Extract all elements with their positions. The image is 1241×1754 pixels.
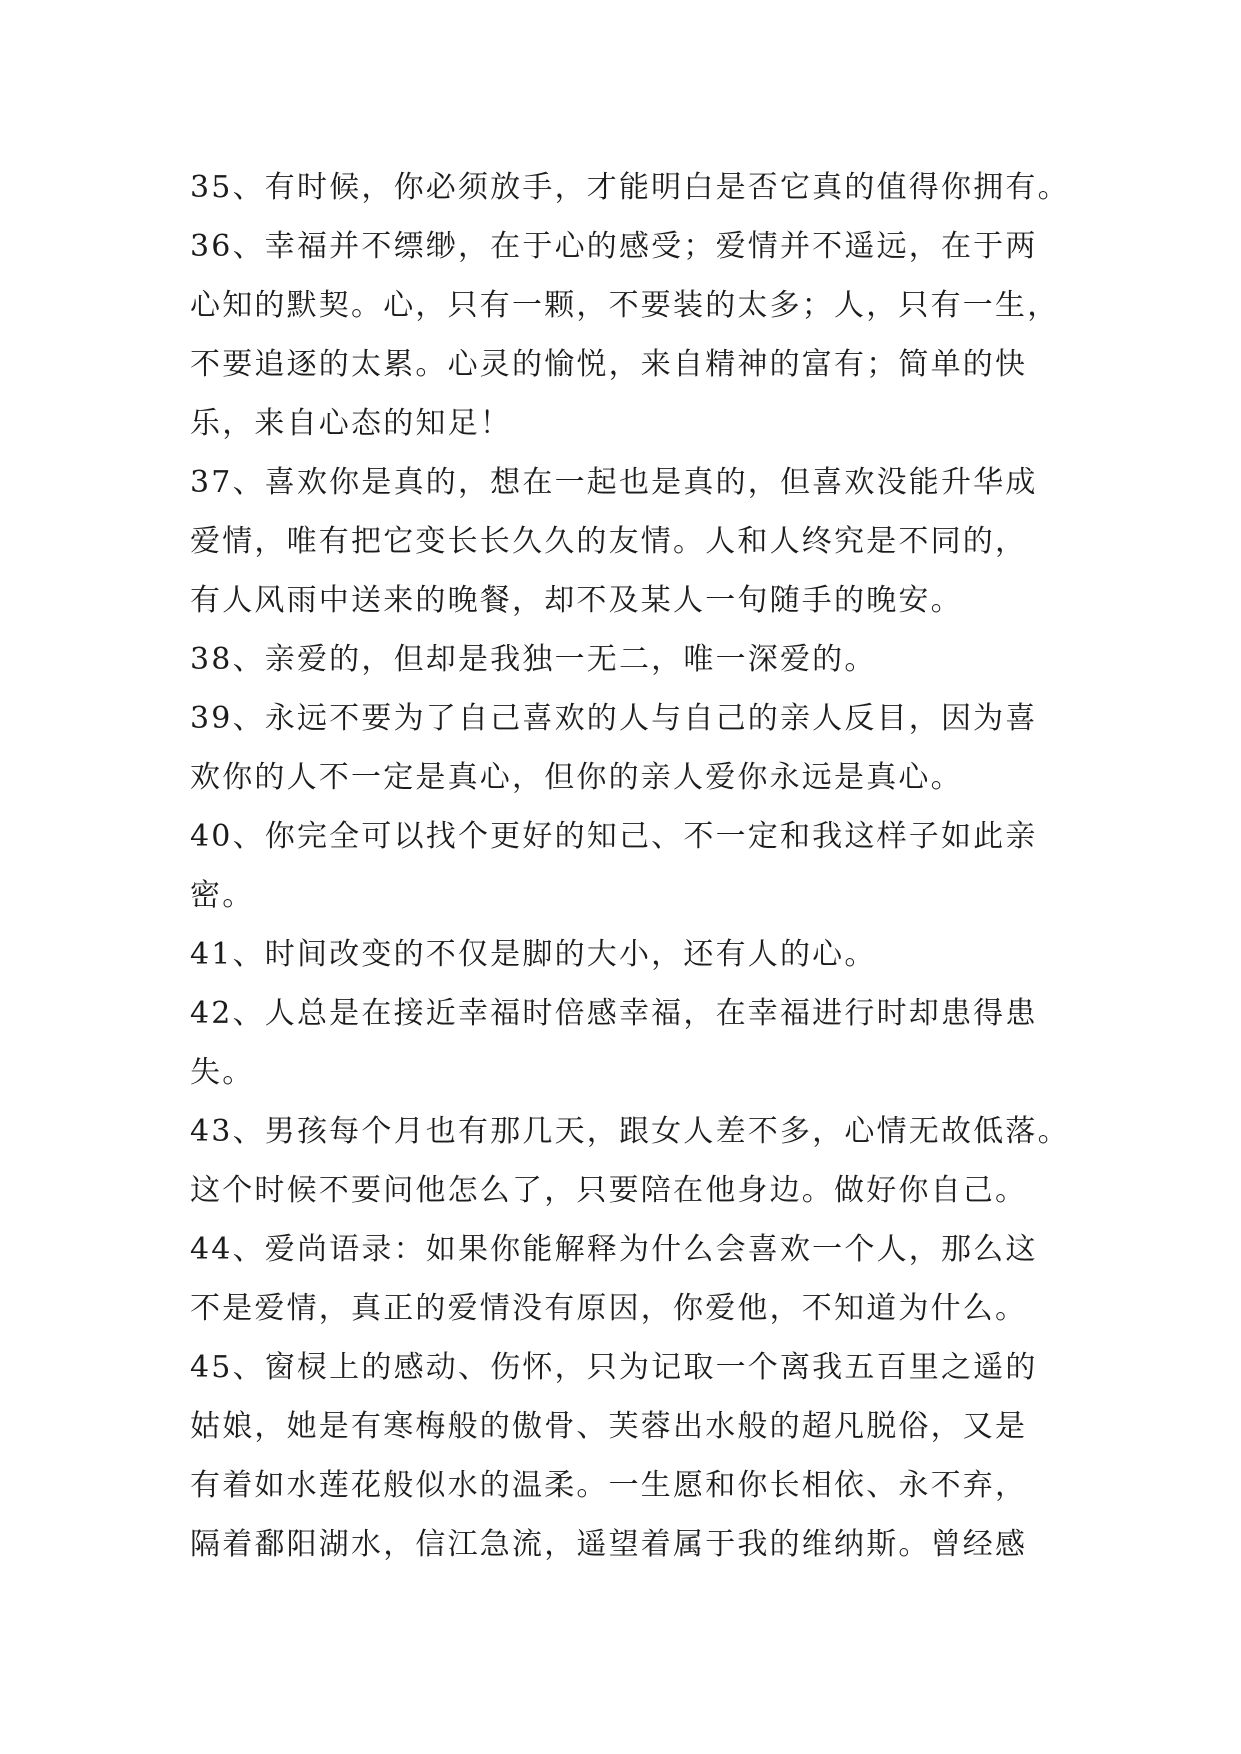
text-line: 失。 (190, 1055, 255, 1090)
text-line: 密。 (190, 878, 255, 913)
text-line: 爱情，唯有把它变长长久久的友情。人和人终究是不同的， (190, 524, 1028, 559)
text-line: 欢你的人不一定是真心，但你的亲人爱你永远是真心。 (190, 760, 963, 795)
text-line: 心知的默契。心，只有一颗，不要装的太多；人，只有一生， (190, 288, 1060, 323)
text-line: 35、有时候，你必须放手，才能明白是否它真的值得你拥有。 (190, 170, 1070, 205)
text-line: 36、幸福并不缥缈，在于心的感受；爱情并不遥远，在于两 (190, 229, 1038, 264)
text-line: 隔着鄱阳湖水，信江急流，遥望着属于我的维纳斯。曾经感 (190, 1527, 1028, 1562)
text-line: 41、时间改变的不仅是脚的大小，还有人的心。 (190, 937, 877, 972)
text-line: 不是爱情，真正的爱情没有原因，你爱他，不知道为什么。 (190, 1291, 1028, 1326)
text-line: 有着如水莲花般似水的温柔。一生愿和你长相依、永不弃， (190, 1468, 1028, 1503)
text-line: 37、喜欢你是真的，想在一起也是真的，但喜欢没能升华成 (190, 465, 1038, 500)
text-line: 42、人总是在接近幸福时倍感幸福，在幸福进行时却患得患 (190, 996, 1038, 1031)
text-line: 这个时候不要问他怎么了，只要陪在他身边。做好你自己。 (190, 1173, 1028, 1208)
text-line: 43、男孩每个月也有那几天，跟女人差不多，心情无故低落。 (190, 1114, 1070, 1149)
text-line: 姑娘，她是有寒梅般的傲骨、芙蓉出水般的超凡脱俗，又是 (190, 1409, 1028, 1444)
text-line: 有人风雨中送来的晚餐，却不及某人一句随手的晚安。 (190, 583, 963, 618)
text-line: 45、窗棂上的感动、伤怀，只为记取一个离我五百里之遥的 (190, 1350, 1038, 1385)
text-line: 39、永远不要为了自己喜欢的人与自己的亲人反目，因为喜 (190, 701, 1038, 736)
text-line: 不要追逐的太累。心灵的愉悦，来自精神的富有；简单的快 (190, 347, 1028, 382)
text-line: 乐，来自心态的知足！ (190, 406, 512, 441)
text-line: 44、爱尚语录：如果你能解释为什么会喜欢一个人，那么这 (190, 1232, 1038, 1267)
text-line: 38、亲爱的，但却是我独一无二，唯一深爱的。 (190, 642, 877, 677)
text-line: 40、你完全可以找个更好的知己、不一定和我这样子如此亲 (190, 819, 1038, 854)
document-body (190, 158, 1070, 1574)
